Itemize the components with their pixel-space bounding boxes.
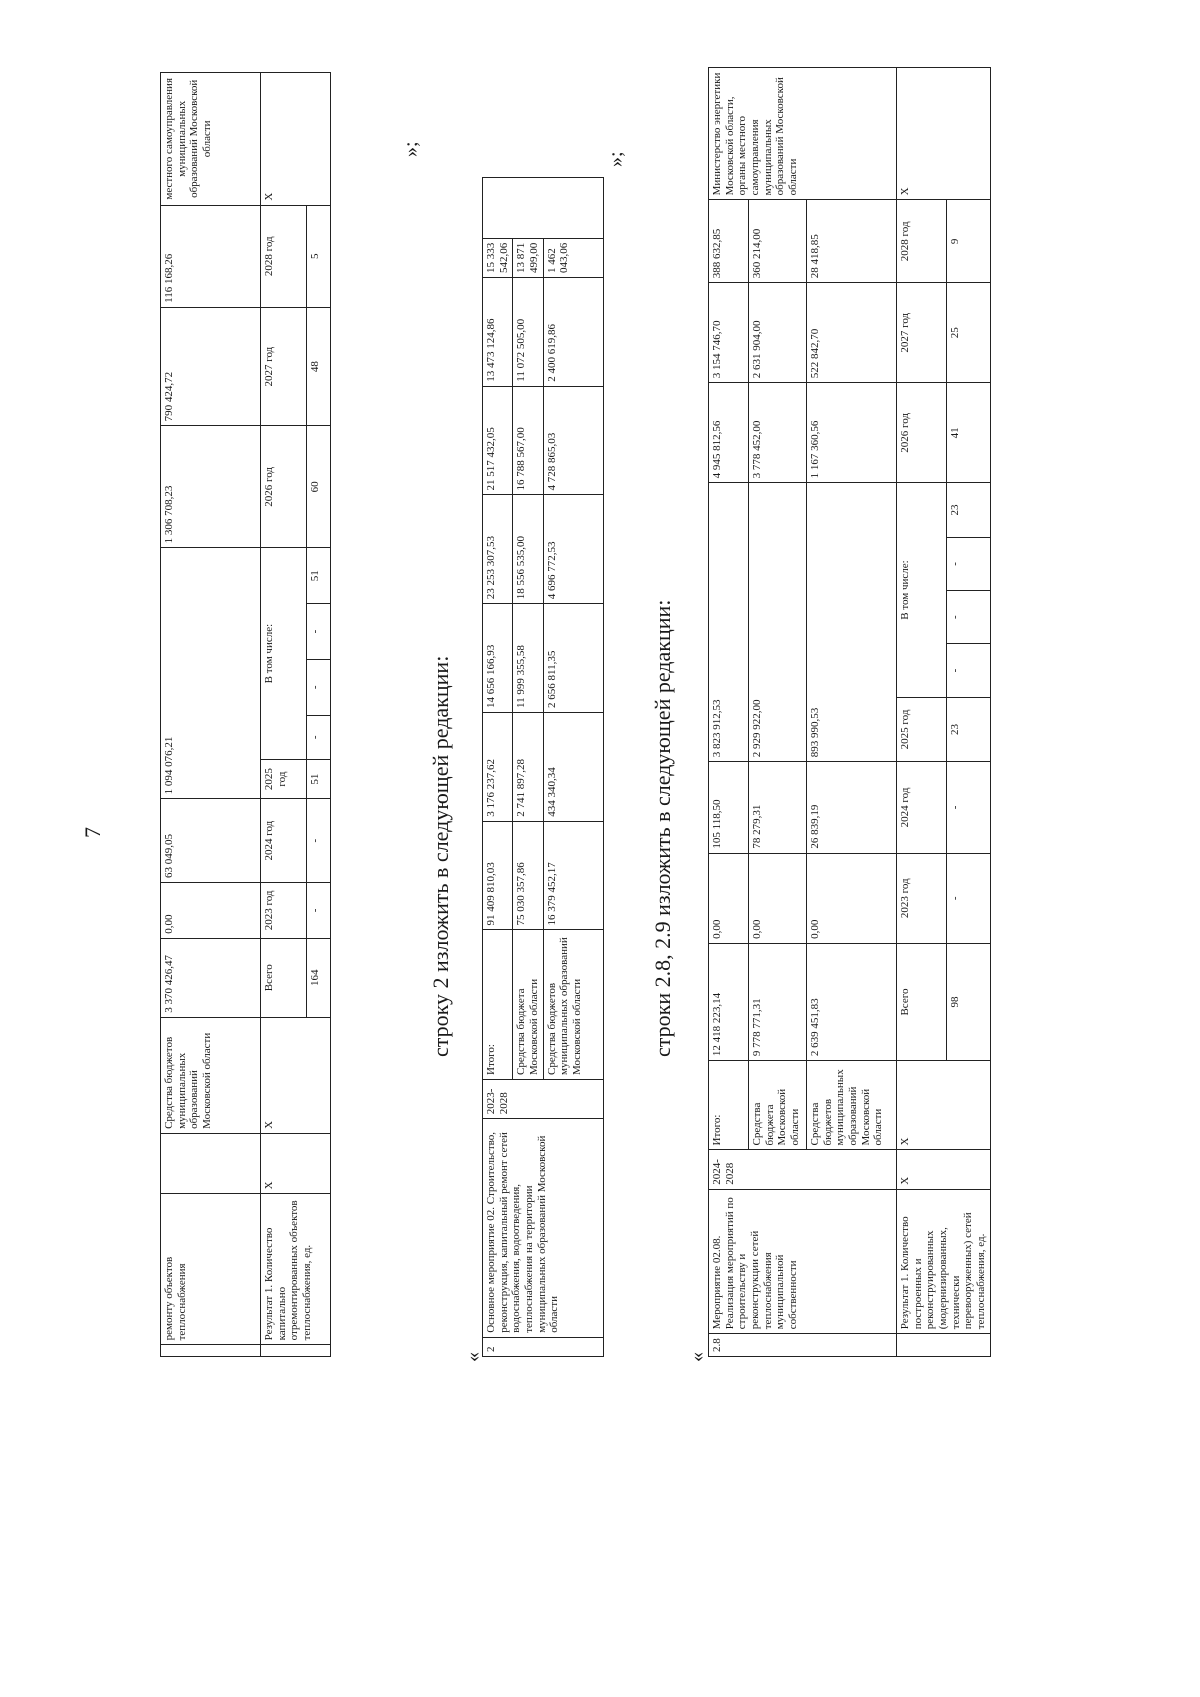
header-total: Всего: [897, 943, 947, 1060]
header-2026: 2026 год: [897, 383, 947, 483]
y2024-cell: 78 279,31: [749, 762, 807, 853]
amount-cell: 23 253 307,53: [483, 495, 513, 604]
table-row-2-8: [708, 67, 991, 1357]
cell-empty: [161, 1345, 261, 1357]
y2027-cell: 522 842,70: [807, 283, 897, 383]
executor-cell: [483, 178, 604, 239]
header-2028: 2028 год: [897, 200, 947, 283]
y2026-cell: 3 778 452,00: [749, 383, 807, 483]
table-row-2: [482, 177, 604, 1357]
header-2024: 2024 год: [261, 799, 307, 883]
total-cell: 3 370 426,47: [161, 938, 261, 1017]
executor-cell: местного самоуправления муниципальных образований Московской области: [161, 73, 261, 206]
value-2028: 9: [947, 200, 991, 283]
result-name-cell: Результат 1. Количество построенных и реконструированных (модернизированных, технически перевооруженных) сетей теплоснабжения, ед.: [897, 1189, 991, 1334]
header-total: Всего: [261, 938, 307, 1017]
y2024-cell: 63 049,05: [161, 799, 261, 883]
header-2025: 2025 год: [897, 697, 947, 762]
x-cell: X: [261, 1017, 331, 1133]
total-cell: 91 409 810,03: [483, 821, 513, 930]
y2025-cell: 3 823 912,53: [709, 483, 749, 762]
cell-empty: [161, 1133, 261, 1193]
row-number-cell: 2: [483, 1337, 604, 1356]
header-2027: 2027 год: [897, 283, 947, 383]
value-2025: 51: [307, 759, 331, 799]
x-cell: X: [897, 1150, 991, 1189]
value-total: 164: [307, 938, 331, 1017]
amount-cell: 15 333 542,06: [483, 238, 513, 277]
amount-cell: 11 999 355,58: [513, 604, 543, 713]
period-cell: 2024-2028: [709, 1150, 897, 1189]
value-2026: 41: [947, 383, 991, 483]
y2025-cell: 893 990,53: [807, 483, 897, 762]
y2023-cell: 0,00: [709, 853, 749, 943]
value-m12: 23: [947, 483, 991, 537]
y2026-cell: 1 167 360,56: [807, 383, 897, 483]
funding-source-cell: Итого:: [709, 1061, 749, 1150]
header-2028: 2028 год: [261, 205, 307, 307]
header-2023: 2023 год: [261, 882, 307, 938]
y2023-cell: 0,00: [807, 853, 897, 943]
amount-cell: 4 728 865,03: [543, 386, 603, 495]
y2023-cell: 0,00: [161, 882, 261, 938]
amount-cell: 3 176 237,62: [483, 712, 513, 821]
value-2024: -: [947, 762, 991, 853]
cell-empty: [897, 1334, 991, 1357]
x-cell: X: [897, 1061, 991, 1150]
y2027-cell: 2 631 904,00: [749, 283, 807, 383]
result-name-cell: Результат 1. Количество капитально отремонтированных объектов теплоснабжения, ед.: [261, 1194, 331, 1345]
x-cell: X: [897, 68, 991, 200]
header-incl: В том числе:: [897, 483, 947, 697]
opening-quote-1: «: [462, 1352, 484, 1362]
y2024-cell: 105 118,50: [709, 762, 749, 853]
executor-cell: Министерство энергетики Московской области, органы местного самоуправления муниципальных образований Московской области: [709, 68, 897, 200]
header-2026: 2026 год: [261, 426, 307, 548]
amount-cell: 21 517 432,05: [483, 386, 513, 495]
y2028-cell: 116 168,26: [161, 205, 261, 307]
y2027-cell: 3 154 746,70: [709, 283, 749, 383]
event-name-cell: Основное мероприятие 02. Строительство, реконструкция, капитальный ремонт сетей водоснабжения, водоотведения, теплоснабжения на территории муниципальных образований Московской области: [483, 1119, 604, 1338]
cell-empty: [261, 1345, 331, 1357]
value-q1: -: [307, 715, 331, 759]
y2026-cell: 4 945 812,56: [709, 383, 749, 483]
amount-cell: 434 340,34: [543, 712, 603, 821]
value-q1: -: [947, 644, 991, 697]
value-total: 98: [947, 943, 991, 1060]
header-2027: 2027 год: [261, 307, 307, 426]
value-2023: -: [947, 853, 991, 943]
y2025-cell: 1 094 076,21: [161, 548, 261, 799]
value-h1: -: [307, 659, 331, 715]
section-heading-row-2: строку 2 изложить в следующей редакции:: [428, 655, 453, 1057]
event-name-cell: Мероприятие 02.08. Реализация мероприятий по строительству и реконструкции сетей теплоснабжения муниципальной собственности: [709, 1189, 897, 1334]
section-heading-rows-2-8-2-9: строки 2.8, 2.9 изложить в следующей редакции:: [650, 599, 675, 1057]
funding-source-cell: Средства бюджетов муниципальных образований Московской области: [807, 1061, 897, 1150]
row-number-cell: 2.8: [709, 1334, 897, 1357]
x-cell: X: [261, 73, 331, 206]
y2024-cell: 26 839,19: [807, 762, 897, 853]
funding-source-cell: Итого:: [483, 930, 513, 1080]
y2028-cell: 360 214,00: [749, 200, 807, 283]
value-h1: -: [947, 591, 991, 644]
x-cell: X: [261, 1133, 331, 1193]
value-m9: -: [307, 604, 331, 660]
amount-cell: 1 462 043,06: [543, 238, 603, 277]
page-number: 7: [80, 827, 105, 838]
total-cell: 75 030 357,86: [513, 821, 543, 930]
y2028-cell: 388 632,85: [709, 200, 749, 283]
y2026-cell: 1 306 708,23: [161, 426, 261, 548]
funding-source-cell: Средства бюджетов муниципальных образований Московской области: [543, 930, 603, 1080]
header-2023: 2023 год: [897, 853, 947, 943]
value-2026: 60: [307, 426, 331, 548]
total-cell: 12 418 223,14: [709, 943, 749, 1060]
amount-cell: 2 741 897,28: [513, 712, 543, 821]
y2023-cell: 0,00: [749, 853, 807, 943]
value-2028: 5: [307, 205, 331, 307]
amount-cell: 4 696 772,53: [543, 495, 603, 604]
value-m12: 51: [307, 548, 331, 604]
amount-cell: 14 656 166,93: [483, 604, 513, 713]
header-2025: 2025 год: [261, 759, 307, 799]
value-2023: -: [307, 882, 331, 938]
amount-cell: 16 788 567,00: [513, 386, 543, 495]
value-2024: -: [307, 799, 331, 883]
amount-cell: 2 656 811,35: [543, 604, 603, 713]
funding-source-cell: Средства бюджета Московской области: [513, 930, 543, 1080]
value-2027: 25: [947, 283, 991, 383]
value-m9: -: [947, 537, 991, 590]
closing-quote-2: »;: [605, 151, 627, 167]
value-2025: 23: [947, 697, 991, 762]
amount-cell: 18 556 535,00: [513, 495, 543, 604]
total-cell: 9 778 771,31: [749, 943, 807, 1060]
amount-cell: 13 871 499,00: [513, 238, 543, 277]
period-cell: 2023-2028: [483, 1080, 604, 1119]
header-2024: 2024 год: [897, 762, 947, 853]
opening-quote-2: «: [686, 1352, 708, 1362]
funding-source-cell: Средства бюджетов муниципальных образований Московской области: [161, 1017, 261, 1133]
header-incl: В том числе:: [261, 548, 307, 759]
amount-cell: 13 473 124,86: [483, 277, 513, 386]
table-continuation: [160, 72, 331, 1357]
total-cell: 2 639 451,83: [807, 943, 897, 1060]
y2025-cell: 2 929 922,00: [749, 483, 807, 762]
y2027-cell: 790 424,72: [161, 307, 261, 426]
closing-quote-1: »;: [400, 141, 422, 157]
amount-cell: 11 072 505,00: [513, 277, 543, 386]
amount-cell: 2 400 619,86: [543, 277, 603, 386]
funding-source-cell: Средства бюджета Московской области: [749, 1061, 807, 1150]
y2028-cell: 28 418,85: [807, 200, 897, 283]
total-cell: 16 379 452,17: [543, 821, 603, 930]
value-2027: 48: [307, 307, 331, 426]
event-name-cell: ремонту объектов теплоснабжения: [161, 1194, 261, 1345]
